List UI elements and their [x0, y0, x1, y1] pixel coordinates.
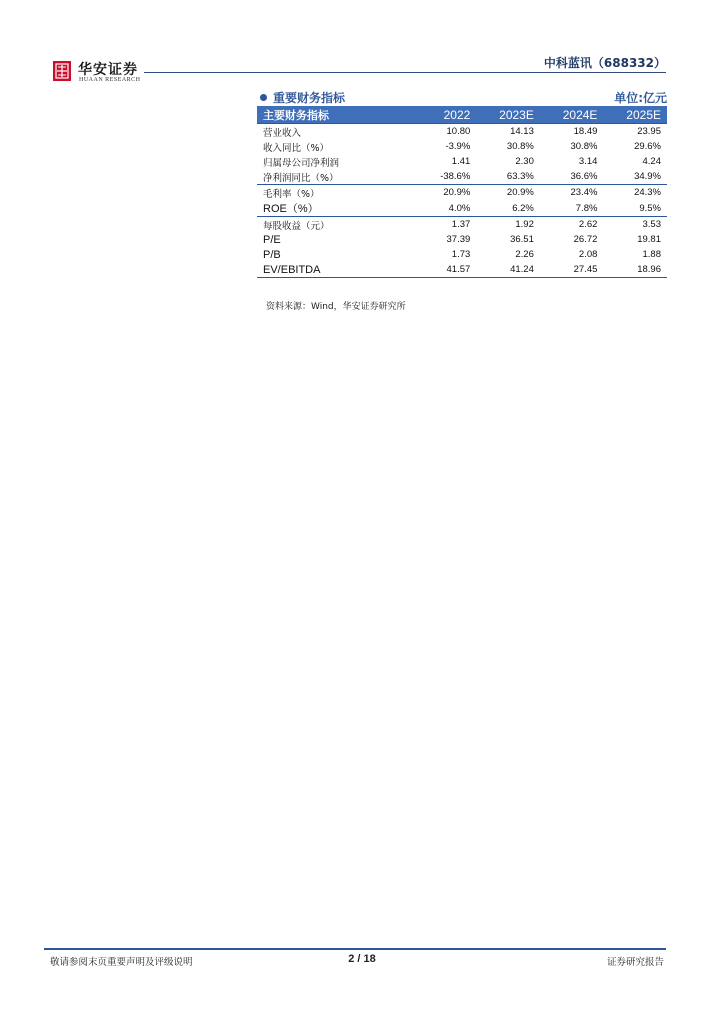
cell-value: 2.62 [540, 217, 604, 233]
cell-value: 3.14 [578, 156, 598, 167]
cell-value: 1.88 [642, 249, 661, 260]
cell-value: 26.72 [573, 234, 598, 245]
cell-value: -38.6% [440, 171, 471, 182]
cell-value: 36.51 [510, 234, 534, 245]
row-label: 毛利率（%） [257, 185, 419, 201]
cell-value: 41.57 [419, 262, 476, 278]
row-label: 每股收益（元） [257, 217, 419, 233]
cell-value: 34.9% [634, 171, 661, 182]
brand-subtitle: HUAAN RESEARCH [79, 77, 141, 83]
table-row [257, 247, 667, 262]
cell-value: 23.95 [637, 126, 661, 137]
row-label: 收入同比（%） [263, 142, 330, 154]
table-row [257, 200, 667, 217]
cell-value: 1.41 [451, 156, 471, 167]
cell-value: 37.39 [446, 234, 471, 245]
table-header-label: 主要财务指标 [257, 106, 419, 124]
cell-value: 9.5% [639, 202, 661, 214]
footer-disclaimer: 敬请参阅末页重要声明及评级说明 [50, 957, 193, 968]
cell-value: 2.30 [515, 156, 534, 167]
huaan-logo-icon [53, 61, 71, 81]
column-header: 2024E [540, 106, 604, 124]
table-row [257, 139, 667, 154]
row-label: 归属母公司净利润 [263, 157, 340, 169]
table-row [257, 124, 667, 140]
page-number: 2 / 18 [348, 953, 376, 965]
row-label: P/E [263, 233, 281, 246]
cell-value: 6.2% [512, 202, 534, 214]
table-row [257, 185, 667, 201]
row-label: EV/EBITDA [257, 262, 419, 278]
bullet-icon [260, 94, 267, 101]
cell-value: 4.0% [448, 202, 471, 214]
column-header: 2022 [419, 106, 476, 124]
table-row [257, 217, 667, 233]
cell-value: 1.92 [476, 217, 540, 233]
column-header: 2023E [476, 106, 540, 124]
cell-value: 27.45 [540, 262, 604, 278]
section-title [260, 89, 345, 106]
section-title-text: 重要财务指标 [273, 91, 346, 105]
cell-value: 20.9% [419, 185, 476, 201]
cell-value: 30.8% [506, 141, 534, 152]
cell-value: 4.24 [642, 156, 661, 167]
cell-value: 18.49 [573, 126, 598, 137]
column-header: 2025E [603, 106, 667, 124]
table-row [257, 232, 667, 247]
cell-value: 14.13 [510, 126, 534, 137]
cell-value: 10.80 [446, 126, 471, 137]
cell-value: 24.3% [603, 185, 667, 201]
footer-divider [44, 948, 666, 950]
cell-value: 36.6% [570, 171, 598, 182]
row-label: P/B [263, 248, 281, 261]
footer-report-type: 证券研究报告 [606, 957, 664, 968]
cell-value: 20.9% [476, 185, 540, 201]
cell-value: 41.24 [476, 262, 540, 278]
row-label: 净利润同比（%） [263, 172, 339, 184]
table-row [257, 262, 667, 278]
cell-value: 30.8% [570, 141, 598, 152]
table-row [257, 169, 667, 185]
header-divider [144, 72, 666, 73]
cell-value: 2.08 [578, 249, 598, 260]
cell-value: 3.53 [603, 217, 667, 233]
cell-value: 29.6% [634, 141, 661, 152]
cell-value: 1.73 [451, 249, 471, 260]
financial-indicators-table [257, 106, 667, 278]
cell-value: -3.9% [445, 141, 471, 152]
cell-value: 23.4% [540, 185, 604, 201]
cell-value: 19.81 [637, 234, 661, 245]
cell-value: 18.96 [603, 262, 667, 278]
cell-value: 1.37 [419, 217, 476, 233]
data-source-note: 资料来源：Wind，华安证券研究所 [266, 302, 406, 312]
table-header-row [257, 106, 667, 124]
cell-value: 63.3% [506, 171, 534, 182]
table-row [257, 154, 667, 169]
cell-value: 7.8% [575, 202, 598, 214]
row-label: ROE（%） [263, 203, 319, 215]
cell-value: 2.26 [515, 249, 534, 260]
row-label: 营业收入 [263, 127, 302, 139]
brand-name: 华安证券 [78, 62, 138, 78]
unit-label: 单位:亿元 [614, 91, 667, 105]
header-company-name: 中科蓝讯（688332） [543, 56, 666, 70]
